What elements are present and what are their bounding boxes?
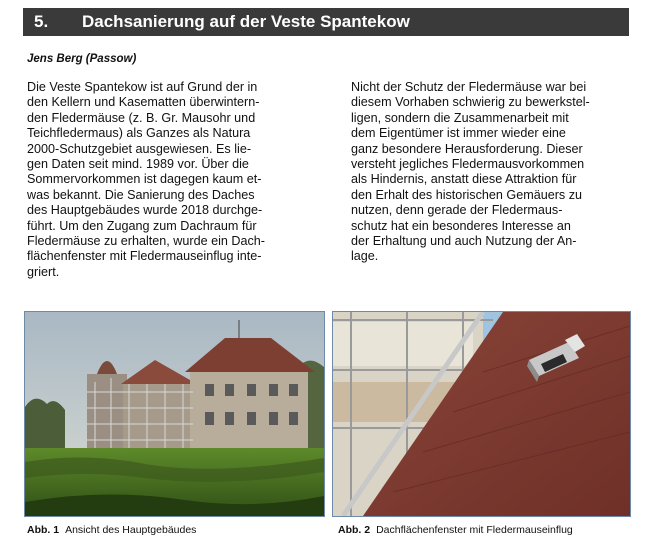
photo-roof-window (332, 311, 631, 517)
text-line: als Hindernis, anstatt diese Attraktion für (351, 172, 577, 187)
figure-label: Abb. 2 (338, 524, 371, 536)
text-line: den Kellern und Kasematten überwintern- (27, 95, 260, 110)
text-line: Die Veste Spantekow ist auf Grund der in (27, 80, 258, 94)
figure-caption-text: Ansicht des Hauptgebäudes (65, 524, 197, 536)
text-line: schutz hat ein besonderes Interesse an (351, 218, 571, 233)
figure-caption-text: Dachflächenfenster mit Fledermauseinflug (376, 524, 573, 536)
photo-main-building (24, 311, 325, 517)
text-column-right (351, 80, 631, 265)
text-line: dem Eigentümer ist immer wieder eine (351, 126, 566, 141)
text-line: 2000-Schutzgebiet ausgewiesen. Es lie- (27, 141, 252, 156)
text-line: was bekannt. Die Sanierung des Daches (27, 187, 255, 202)
text-line: lage. (351, 249, 379, 264)
text-line: des Hauptgebäudes wurde 2018 durchge- (27, 203, 263, 218)
text-line: der Erhaltung und auch Nutzung der An- (351, 234, 577, 249)
figure-label: Abb. 1 (27, 524, 60, 536)
text-column-left (27, 80, 307, 280)
text-line: diesem Vorhaben schwierig zu bewerkstel- (351, 95, 590, 110)
figure-caption-1 (27, 524, 196, 536)
text-line: griert. (27, 264, 60, 279)
text-line: führt. Um den Zugang zum Dachraum für (27, 218, 257, 233)
section-header (23, 8, 629, 36)
figure-caption-2 (338, 524, 573, 536)
author: Jens Berg (Passow) (27, 53, 137, 65)
text-line: den Erhalt des historischen Gemäuers zu (351, 187, 583, 202)
text-line: Nicht der Schutz der Fledermäuse war bei (351, 80, 587, 94)
text-line: Teichfledermaus) als Ganzes als Natura (27, 126, 251, 141)
text-line: nutzen, denn gerade der Fledermaus- (351, 203, 563, 218)
text-line: versteht jegliches Fledermausvorkommen (351, 157, 585, 172)
text-line: gen Daten seit mind. 1989 vor. Über die (27, 157, 249, 172)
text-line: Sommervorkommen ist dagegen kaum et- (27, 172, 262, 187)
section-title: Dachsanierung auf der Veste Spantekow (82, 12, 410, 31)
text-line: flächenfenster mit Fledermauseinflug inte- (27, 249, 262, 264)
section-number: 5. (34, 12, 49, 31)
text-line: den Fledermäuse (z. B. Gr. Mausohr und (27, 110, 256, 125)
text-line: ganz besondere Herausforderung. Dieser (351, 141, 583, 156)
text-line: ligen, sondern die Zusammenarbeit mit (351, 110, 569, 125)
text-line: Fledermäuse zu erhalten, wurde ein Dach- (27, 234, 266, 249)
